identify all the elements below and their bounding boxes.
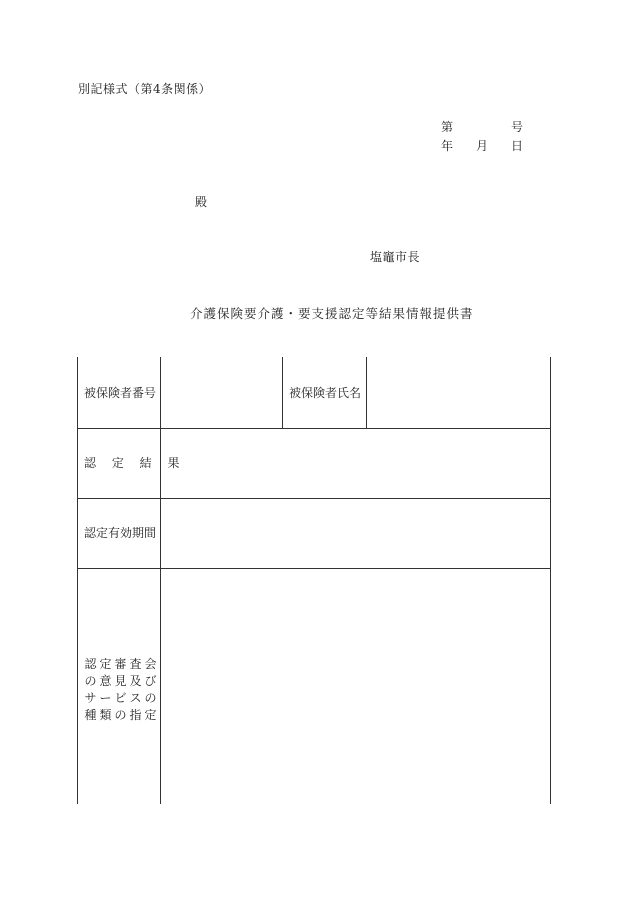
validity-period-label: 認定有効期間 [84, 526, 157, 540]
table-row-divider-3 [77, 568, 551, 569]
certification-result-label: 認 定 結 果 [84, 456, 186, 470]
table-divider-name-label [366, 357, 367, 428]
number-prefix: 第 [441, 120, 454, 134]
document-title: 介護保険要介護・要支援認定等結果情報提供書 [190, 306, 474, 321]
number-suffix: 号 [511, 120, 524, 134]
opinion-label-lines [83, 656, 158, 724]
insured-number-label: 被保険者番号 [84, 386, 157, 400]
date-day: 日 [511, 139, 524, 153]
addressee-honorific: 殿 [195, 195, 208, 209]
date-year: 年 [441, 139, 454, 153]
table-divider-label [160, 357, 161, 804]
table-border-right [550, 357, 551, 804]
date-month: 月 [476, 139, 489, 153]
table-divider-mid [282, 357, 283, 428]
table-row-divider-2 [77, 498, 551, 499]
opinion-label-line: 種 類 の 指 定 [84, 708, 157, 722]
opinion-label-line: サ ー ビ ス の [84, 691, 157, 705]
opinion-label [83, 656, 158, 724]
sender-title: 塩竈市長 [370, 250, 421, 264]
table-border-left [77, 357, 78, 804]
opinion-label-line: の 意 見 及 び [84, 674, 157, 688]
insured-name-label: 被保険者氏名 [289, 386, 362, 400]
opinion-label-line: 認 定 審 査 会 [84, 657, 157, 671]
form-reference: 別記様式（第4条関係） [78, 82, 212, 96]
table-row-divider-1 [77, 428, 551, 429]
